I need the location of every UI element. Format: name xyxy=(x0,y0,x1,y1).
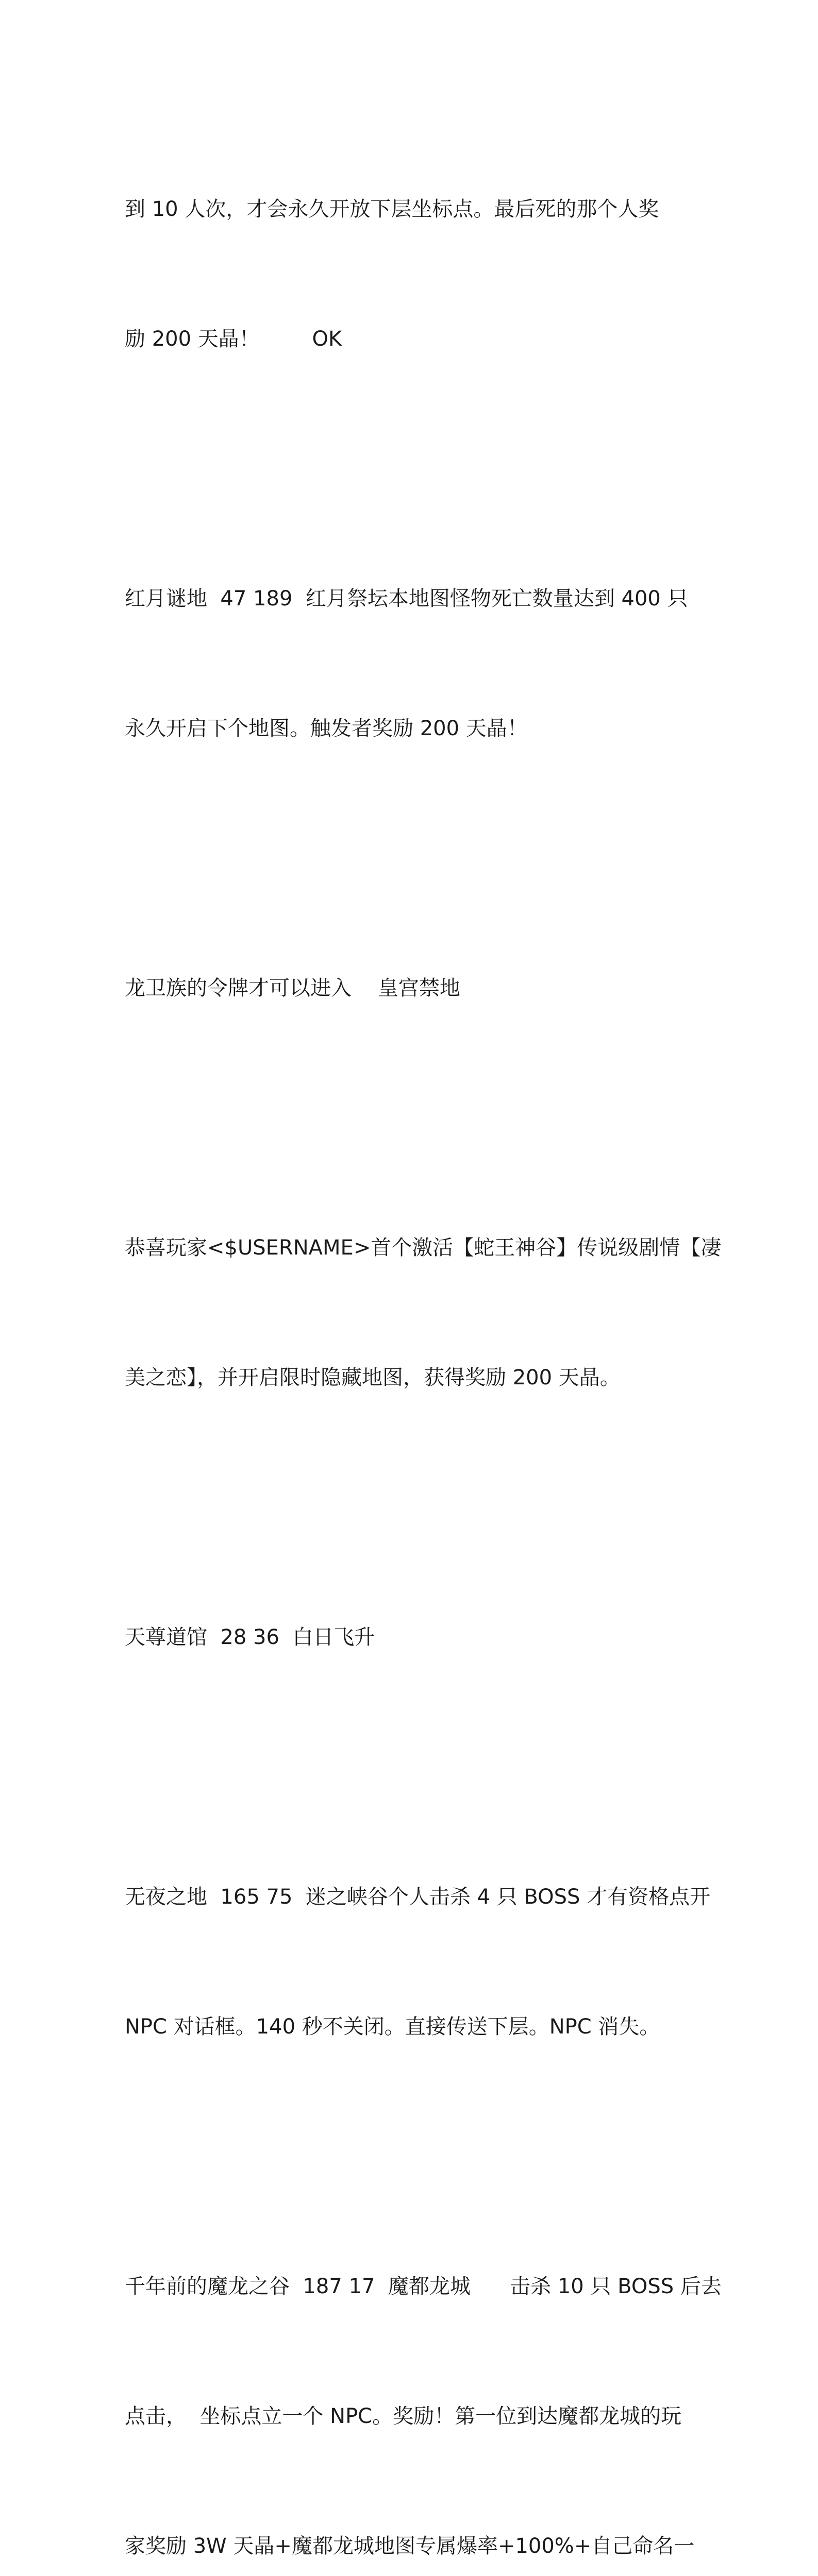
paragraph-congrats-player xyxy=(125,1140,722,1486)
text-line: 家奖励 3W 天晶+魔都龙城地图专属爆率+100%+自己命名一 xyxy=(125,2534,695,2558)
text-line: NPC 对话框。140 秒不关闭。直接传送下层。NPC 消失。 xyxy=(125,2015,660,2039)
text-line: 励 200 天晶！ OK xyxy=(125,327,342,351)
text-line: 红月谜地 47 189 红月祭坛本地图怪物死亡数量达到 400 只 xyxy=(125,587,688,611)
text-line: 恭喜玩家<$USERNAME>首个激活【蛇王神谷】传说级剧情【凄 xyxy=(125,1236,722,1260)
document-body xyxy=(125,101,722,2576)
text-line: 到 10 人次，才会永久开放下层坐标点。最后死的那个人奖 xyxy=(125,197,659,221)
paragraph-endless-night xyxy=(125,1789,711,2135)
paragraph-layer-unlock xyxy=(125,101,697,447)
text-line: 点击， 坐标点立一个 NPC。奖励！第一位到达魔都龙城的玩 xyxy=(125,2404,682,2428)
paragraph-red-moon xyxy=(125,490,697,837)
paragraph-tianzun xyxy=(125,1529,697,1745)
paragraph-demon-dragon xyxy=(125,2178,722,2576)
text-line: 永久开启下个地图。触发者奖励 200 天晶！ xyxy=(125,717,528,740)
text-line: 无夜之地 165 75 迷之峡谷个人击杀 4 只 BOSS 才有资格点开 xyxy=(125,1885,711,1909)
text-line: 千年前的魔龙之谷 187 17 魔都龙城 击杀 10 只 BOSS 后去 xyxy=(125,2275,722,2298)
text-line: 天尊道馆 28 36 白日飞升 xyxy=(125,1625,375,1649)
text-line: 龙卫族的令牌才可以进入 皇宫禁地 xyxy=(125,976,460,1000)
paragraph-dragon-guard xyxy=(125,880,697,1096)
text-line: 美之恋】，并开启限时隐藏地图，获得奖励 200 天晶。 xyxy=(125,1366,621,1389)
